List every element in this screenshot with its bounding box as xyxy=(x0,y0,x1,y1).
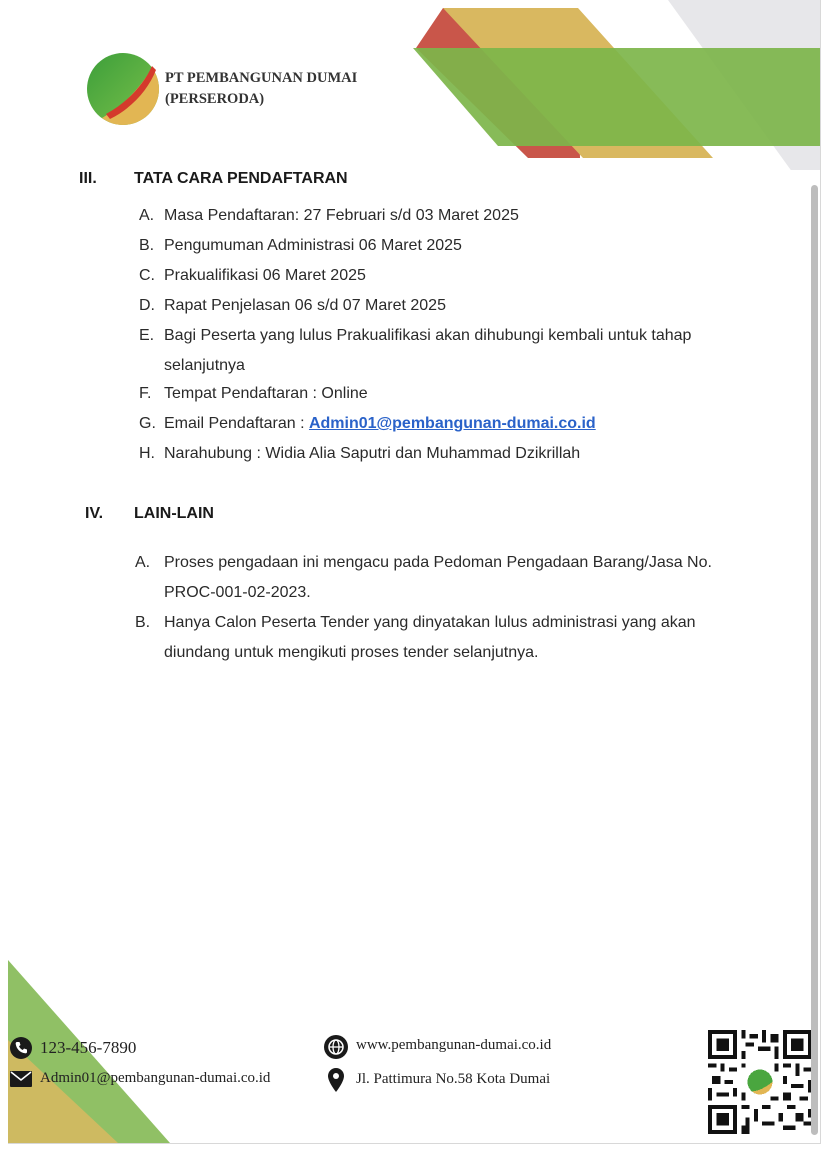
section-iv-numeral: IV. xyxy=(85,505,104,522)
list-item-letter: D. xyxy=(139,297,155,314)
footer-email: Admin01@pembangunan-dumai.co.id xyxy=(40,1070,271,1086)
scrollbar[interactable] xyxy=(811,185,818,1135)
globe-icon xyxy=(323,1034,349,1060)
list-item-letter: G. xyxy=(139,415,156,432)
list-item-text: Rapat Penjelasan 06 s/d 07 Maret 2025 xyxy=(164,297,446,314)
list-item-text: Bagi Peserta yang lulus Prakualifikasi akan dihubungi kembali untuk tahap selanjutnya xyxy=(164,327,692,374)
email-label: Email Pendaftaran : xyxy=(164,415,309,432)
list-item-text: Masa Pendaftaran: 27 Februari s/d 03 Maret 2025 xyxy=(164,207,519,224)
list-item-letter: F. xyxy=(139,385,152,402)
company-logo xyxy=(86,52,160,126)
company-name-line2: (PERSERODA) xyxy=(165,91,265,107)
email-item xyxy=(164,409,724,439)
footer-address: Jl. Pattimura No.58 Kota Dumai xyxy=(356,1071,551,1087)
qr-code xyxy=(708,1030,812,1134)
phone-icon xyxy=(10,1037,32,1059)
section-iv-title: LAIN-LAIN xyxy=(134,505,214,522)
list-item-text: Proses pengadaan ini mengacu pada Pedoman Pengadaan Barang/Jasa No. PROC-001-02-2023. xyxy=(164,554,712,601)
list-item-letter: A. xyxy=(139,207,155,224)
list-item-text: Pengumuman Administrasi 06 Maret 2025 xyxy=(164,237,462,254)
list-item-letter: A. xyxy=(135,554,151,571)
list-item-text: Narahubung : Widia Alia Saputri dan Muhammad Dzikrillah xyxy=(164,445,581,462)
list-item-letter: C. xyxy=(139,267,155,284)
footer-phone: 123-456-7890 xyxy=(40,1038,137,1057)
footer-website: www.pembangunan-dumai.co.id xyxy=(356,1037,552,1053)
list-item-letter: E. xyxy=(139,327,155,344)
registration-email-link[interactable]: Admin01@pembangunan-dumai.co.id xyxy=(308,415,596,432)
list-item-letter: H. xyxy=(139,445,155,462)
section-iii-title: TATA CARA PENDAFTARAN xyxy=(134,170,348,187)
list-item-text: Tempat Pendaftaran : Online xyxy=(164,385,368,402)
list-item-letter: B. xyxy=(135,614,151,631)
list-item-text: Hanya Calon Peserta Tender yang dinyatakan lulus administrasi yang akan diundang untuk mengikuti proses tender selanjutnya. xyxy=(164,614,696,661)
section-iii-numeral: III. xyxy=(79,170,97,187)
company-name xyxy=(165,68,357,110)
document-page xyxy=(8,0,821,1144)
list-item-letter: B. xyxy=(139,237,155,254)
location-pin-icon xyxy=(328,1068,344,1092)
company-name-line1: PT PEMBANGUNAN DUMAI xyxy=(165,70,358,86)
envelope-icon xyxy=(10,1071,32,1087)
list-item-text: Prakualifikasi 06 Maret 2025 xyxy=(164,267,366,284)
